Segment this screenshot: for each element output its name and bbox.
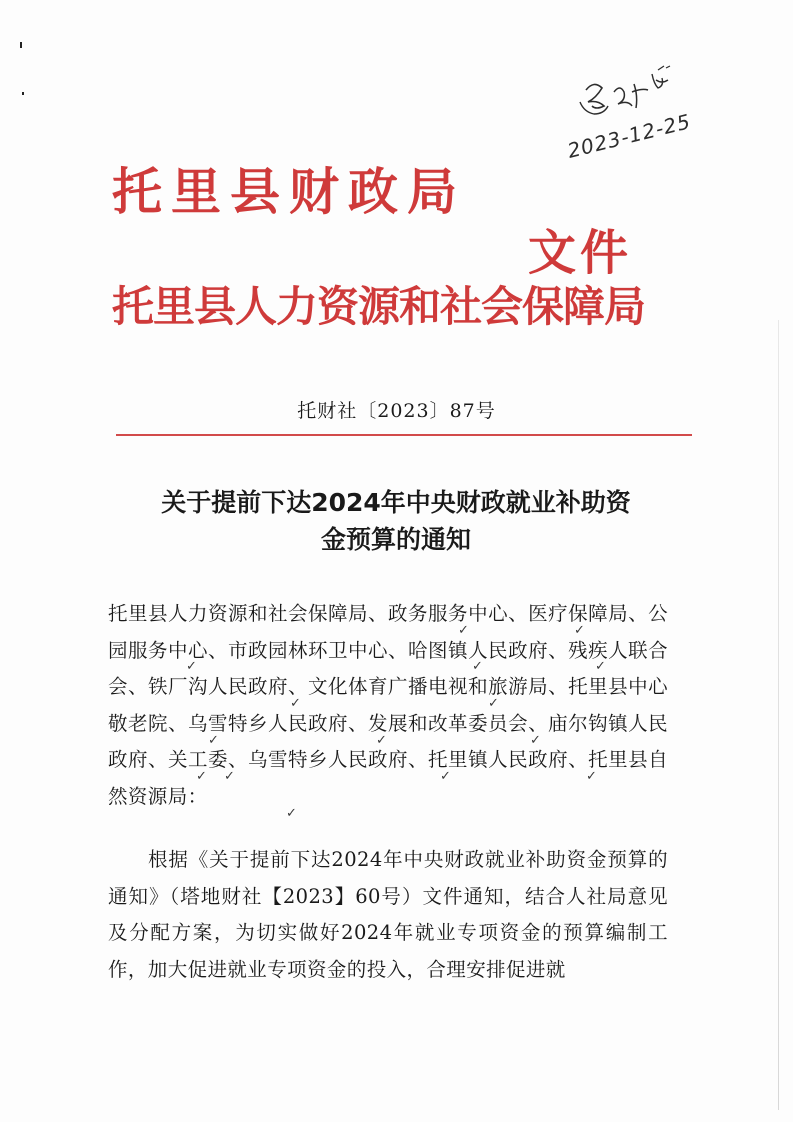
- pen-check-mark: ✓: [196, 769, 207, 784]
- scan-speck: [22, 92, 24, 95]
- pen-check-mark: ✓: [224, 769, 235, 784]
- pen-check-mark: ✓: [290, 696, 301, 711]
- pen-check-mark: ✓: [376, 733, 387, 748]
- agency-hr-title: 托里县人力资源和社会保障局: [112, 282, 646, 331]
- red-divider: [116, 434, 692, 436]
- document-word: 文件: [528, 225, 633, 281]
- pen-check-mark: ✓: [586, 769, 597, 784]
- body-paragraph: 根据《关于提前下达2024年中央财政就业补助资金预算的通知》（塔地财社【2023】60号）文件通知，结合人社局意见及分配方案，为切实做好2024年就业专项资金的预算编制工作，加大促进就业专项资金的投入，合理安排促进就: [108, 848, 668, 981]
- scan-edge: [778, 320, 779, 1110]
- pen-check-mark: ✓: [488, 696, 499, 711]
- agency-finance-title: 托里县财政局: [112, 163, 466, 221]
- scan-speck: [20, 42, 22, 48]
- pen-check-mark: ✓: [208, 733, 219, 748]
- pen-check-mark: ✓: [458, 623, 469, 638]
- addressee-list: 托里县人力资源和社会保障局、政务服务中心、医疗保障局、公园服务中心、市政园林环卫中心、哈图镇人民政府、残疾人联合会、铁厂沟人民政府、文化体育广播电视和旅游局、托里县中心敬老院、乌雪特乡人民政府、发展和改革委员会、庙尔钩镇人民政府、关工委、乌雪特乡人民政府、托里镇人民政府、托里县自然资源局：: [108, 602, 668, 808]
- pen-check-mark: ✓: [530, 733, 541, 748]
- pen-check-mark: ✓: [574, 623, 585, 638]
- notice-title-line-2: 金预算的通知: [320, 525, 471, 554]
- pen-check-mark: ✓: [472, 659, 483, 674]
- handwritten-date: 2023-12-25: [564, 109, 694, 163]
- document-number: 托财社〔2023〕87号: [297, 400, 496, 422]
- notice-title: [96, 484, 696, 558]
- pen-check-mark: ✓: [286, 806, 297, 821]
- pen-check-mark: ✓: [595, 659, 606, 674]
- notice-title-line-1: 关于提前下达2024年中央财政就业补助资: [161, 488, 631, 517]
- pen-check-mark: ✓: [186, 659, 197, 674]
- pen-check-mark: ✓: [440, 769, 451, 784]
